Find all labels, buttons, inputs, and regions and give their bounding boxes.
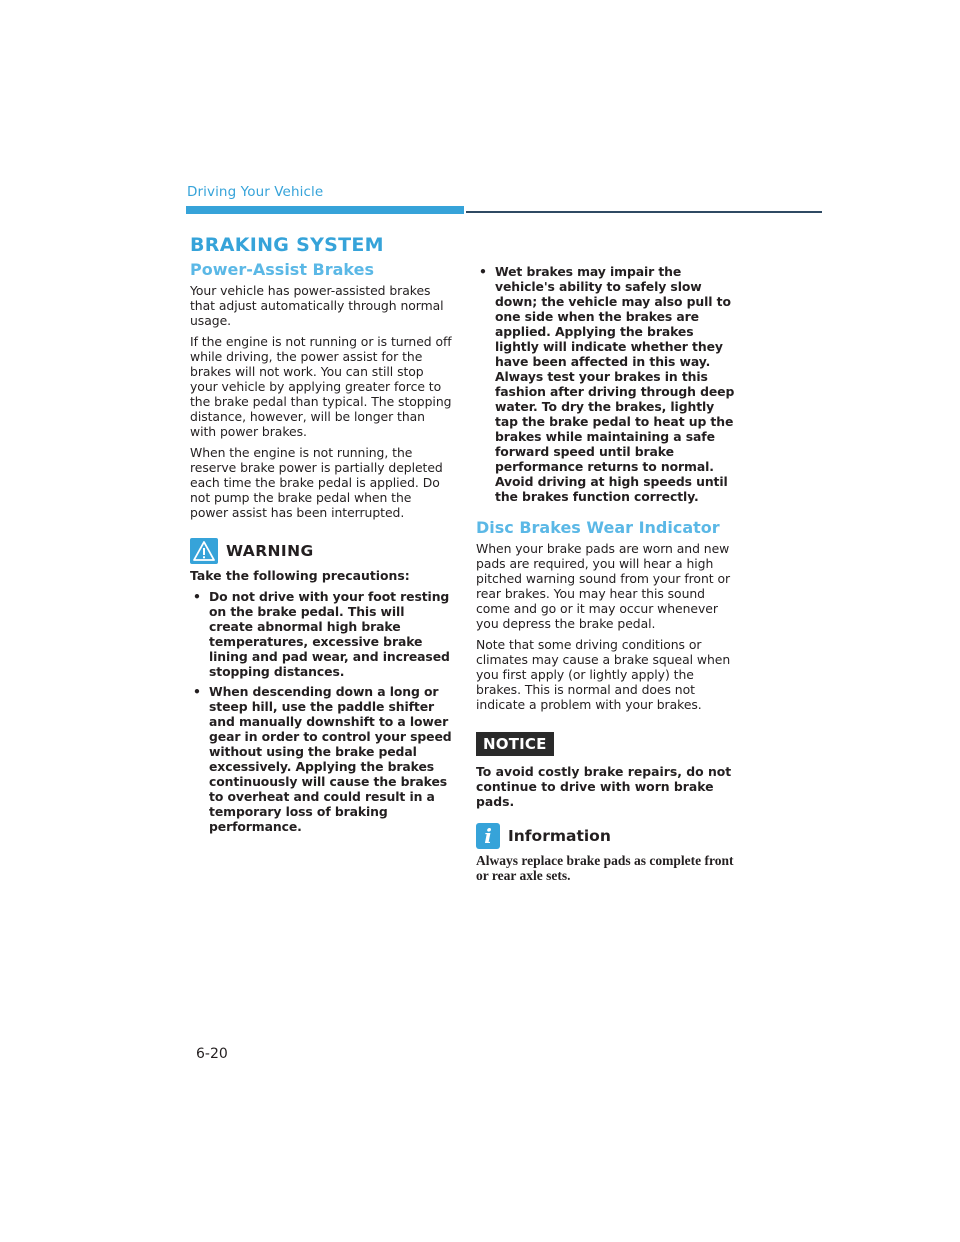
running-header: Driving Your Vehicle [187, 184, 324, 200]
subsection-title-power-assist: Power-Assist Brakes [190, 260, 375, 279]
notice-text: To avoid costly brake repairs, do not continue to drive with worn brake pads. [476, 764, 732, 809]
warning-list [190, 589, 452, 834]
header-rule-accent [186, 206, 464, 214]
paragraph: Note that some driving conditions or climates may cause a brake squeal when you first apply (or lightly apply) the brakes. This is normal and does not indicate a problem with your brakes. [476, 637, 731, 712]
left-column [190, 234, 452, 839]
information-label: Information [508, 827, 611, 845]
warning-label: WARNING [226, 542, 314, 560]
information-icon: i [476, 823, 500, 849]
list-item: • Do not drive with your foot resting on the brake pedal. This will create abnormal high brake temperatures, excessive brake lining and pad wear, and increased stopping distances. [193, 589, 450, 679]
section-title: BRAKING SYSTEM [190, 234, 384, 256]
list-item: • When descending down a long or steep hill, use the paddle shifter and manually downshift to a lower gear in order to control your speed without using the brake pedal excessively. Applying the brakes continuously will cause the brakes to overheat and could result in a temporary loss of braking performance. [193, 684, 452, 834]
notice-badge: NOTICE [476, 732, 554, 756]
warning-heading [190, 538, 452, 564]
right-column [476, 264, 738, 883]
list-item: • Wet brakes may impair the vehicle's ability to safely slow down; the vehicle may also pull to one side when the brakes are applied. Applying the brakes lightly will indicate whether they have been affected in this way. Always test your brakes in this fashion after driving through deep water. To dry the brakes, lightly tap the brake pedal to heat up the brakes while maintaining a safe forward speed until brake performance returns to normal. Avoid driving at high speeds until the brakes function correctly. [479, 264, 735, 504]
warning-list-continued [476, 264, 738, 504]
paragraph: Your vehicle has power-assisted brakes that adjust automatically through normal usage. [190, 283, 444, 328]
paragraph: When the engine is not running, the reserve brake power is partially depleted each time the brake pedal is applied. Do not pump the brake pedal when the power assist has been interrupted. [190, 445, 443, 520]
warning-lead: Take the following precautions: [190, 568, 410, 583]
warning-triangle-icon [190, 538, 218, 564]
paragraph: If the engine is not running or is turned off while driving, the power assist for the brakes will not work. You can still stop your vehicle by applying greater force to the brake pedal than typical. The stopping distance, however, will be longer than with power brakes. [190, 334, 452, 439]
information-text: Always replace brake pads as complete front or rear axle sets. [476, 853, 734, 883]
paragraph: When your brake pads are worn and new pads are required, you will hear a high pitched warning sound from your front or rear brakes. You may hear this sound come and go or it may occur whenever you depress the brake pedal. [476, 541, 731, 631]
header-rule-thin [466, 211, 822, 213]
information-heading [476, 823, 738, 849]
page-number: 6-20 [196, 1046, 228, 1062]
subsection-title-disc-brakes: Disc Brakes Wear Indicator [476, 518, 720, 537]
